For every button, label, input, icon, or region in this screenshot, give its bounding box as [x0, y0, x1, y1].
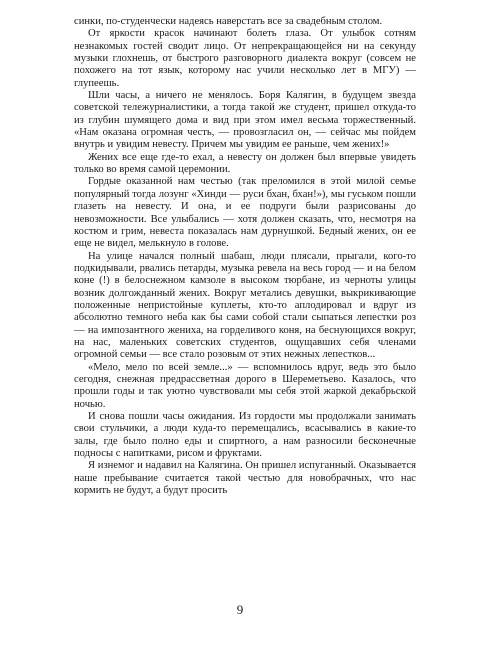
paragraph: Гордые оказанной нам честью (так преломился в этой милой семье популярный тогда лозунг «Хинди — руси бхан, бхан!»), мы гуськом пошли глазеть на невесту. И она, и ее подруги были разрисованы до невозможности. Все улыбались — хотя должен сказать, что, несмотря на костюм и грим, невеста показалась нам дурнушкой. Бедный жених, он ее еще не видел, мелькнуло в голове. — [74, 176, 416, 250]
paragraph: Жених все еще где-то ехал, а невесту он должен был впервые увидеть только во время самой церемонии. — [74, 151, 416, 176]
paragraph: От яркости красок начинают болеть глаза. От улыбок сотням незнакомых гостей сводит лицо. От непрекращающейся ни на секунду музыки глохнешь, от быстрого разговорного диалекта вокруг (совсем не похожего на тот язык, которому нас учили несколько лет в МГУ) — глупеешь. — [74, 28, 416, 89]
page-number: 9 — [236, 602, 244, 617]
paragraph: «Мело, мело по всей земле...» — вспомнилось вдруг, ведь это было сегодня, снежная предрассветная дорого в Шереметьево. Казалось, что прошли годы и так уютно чувствовали мы себя этой жаркой декабрьской ночью. — [74, 361, 416, 410]
paragraph: На улице начался полный шабаш, люди плясали, прыгали, кого-то подкидывали, рвались петарды, музыка ревела на весь город — и на белом коне (!) в белоснежном камзоле в высоком тюрбане, из черноты улицы возник долгожданный жених. Вокруг метались девушки, выкрикивающие положенные непристойные куплеты, кто-то аплодировал и вдруг из абсолютно темного неба как бы сами собой стали сыпаться лепестки роз — на импозантного жениха, на горделивого коня, на беснующихся вокруг, на нас, маленьких советских студентов, ощущавших себя членами огромной семьи — все стало розовым от этих нежных лепестков... — [74, 250, 416, 361]
paragraph-continuation: синки, по-студенчески надеясь наверстать все за свадебным столом. — [74, 16, 383, 27]
paragraph: Шли часы, а ничего не менялось. Боря Калягин, в будущем звезда советской тележурналистики, а тогда такой же студент, пришел откуда-то из глубин шумящего дома и вид при этом имел весьма торжественный. «Нам оказана огромная честь, — провозгласил он, — сейчас мы пойдем внутрь и увидим невесту. Причем мы увидим ее раньше, чем жених!» — [74, 90, 416, 151]
paragraph: И снова пошли часы ожидания. Из гордости мы продолжали занимать свои стульчики, а люди куда-то перемещались, всасывались в какие-то залы, где было полно еды и спиртного, а нам разносили бесконечные подносы с напитками, рисом и фруктами. — [74, 411, 416, 460]
paragraph: Я изнемог и надавил на Калягина. Он пришел испуганный. Оказывается наше пребывание считается такой честью для новобрачных, что нас кормить не будут, а будут просить — [74, 460, 416, 497]
